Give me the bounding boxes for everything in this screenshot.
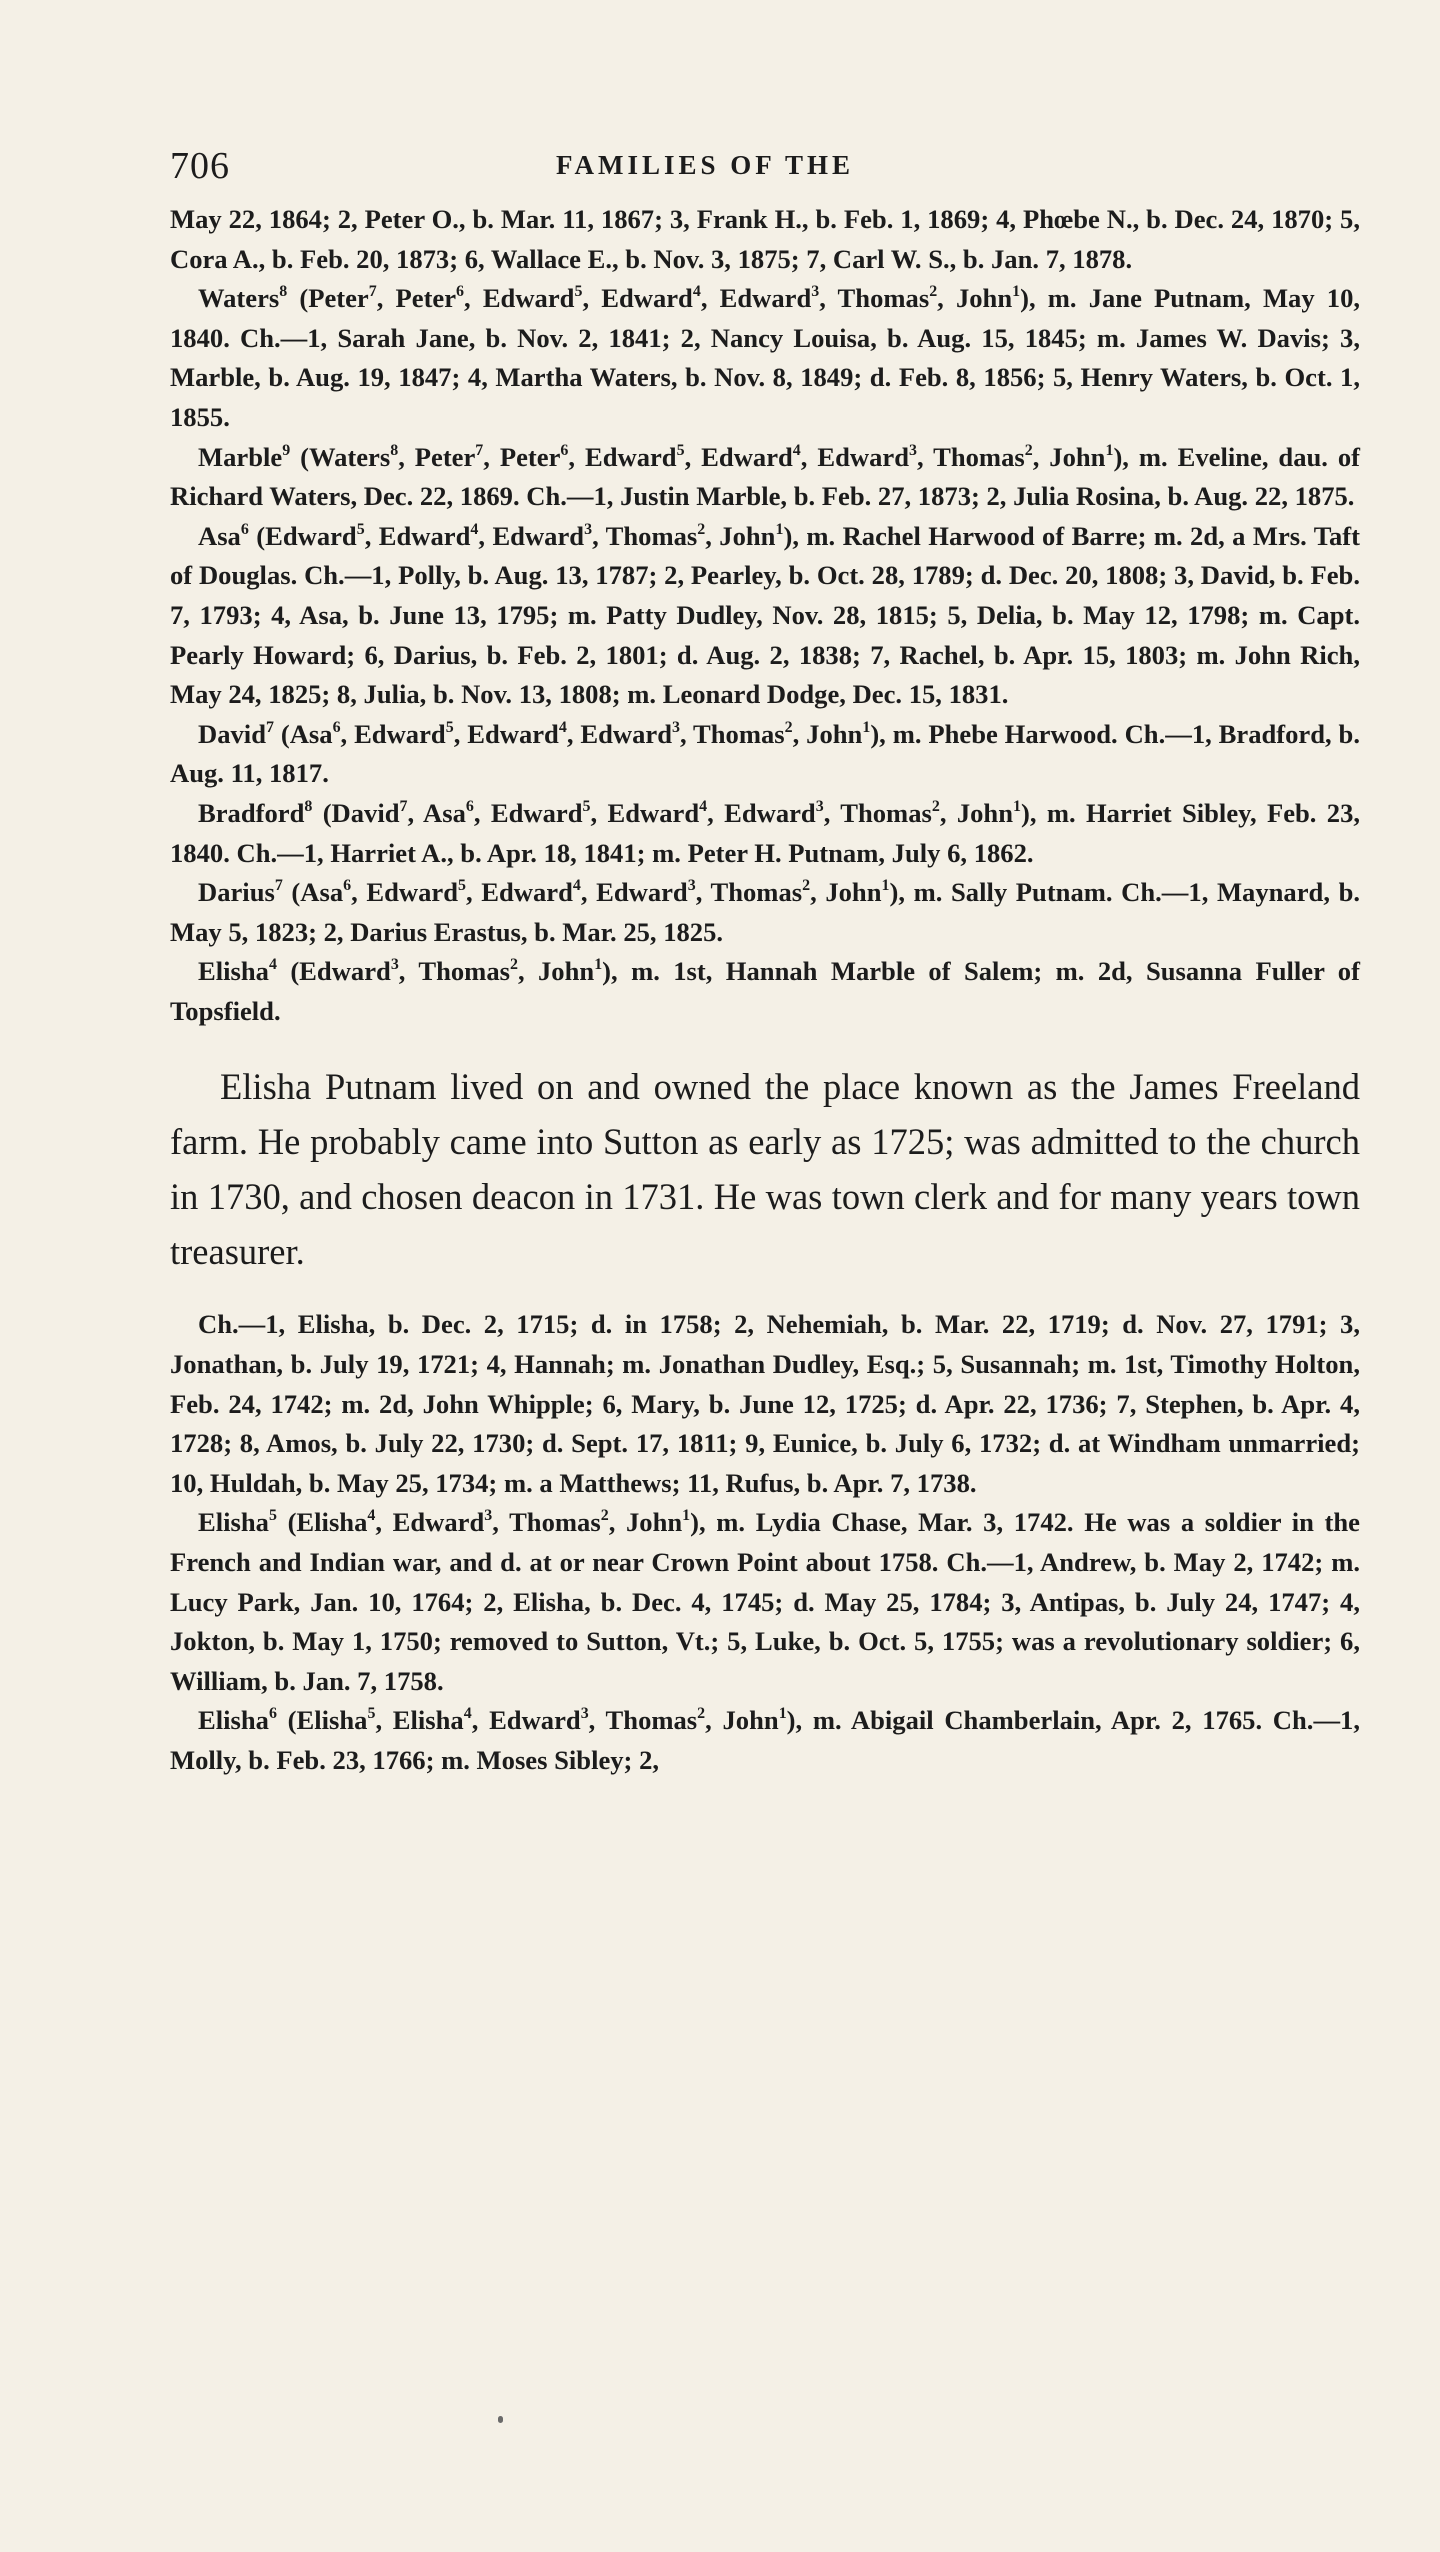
genealogy-section-1 [170, 200, 1360, 1031]
genealogy-entry-asa: Asa$^6$ (Edward$^5$, Edward$^4$, Edward$^3$, Thomas$^2$, John$^1$), m. Rachel Harwood of Barre; m. 2d, a Mrs. Taft of Douglas. Ch.—1, Polly, b. Aug. 13, 1787; 2, Pearley, b. Oct. 28, 1789; d. Dec. 20, 1808; 3, David, b. Feb. 7, 1793; 4, Asa, b. June 13, 1795; m. Patty Dudley, Nov. 28, 1815; 5, Delia, b. May 12, 1798; m. Capt. Pearly Howard; 6, Darius, b. Feb. 2, 1801; d. Aug. 2, 1838; 7, Rachel, b. Apr. 15, 1803; m. John Rich, May 24, 1825; 8, Julia, b. Nov. 13, 1808; m. Leonard Dodge, Dec. 15, 1831. [170, 520, 1360, 710]
book-page [170, 140, 1360, 1781]
genealogy-entry-continuation: May 22, 1864; 2, Peter O., b. Mar. 11, 1867; 3, Frank H., b. Feb. 1, 1869; 4, Phœbe N., b. Dec. 24, 1870; 5, Cora A., b. Feb. 20, 1873; 6, Wallace E., b. Nov. 3, 1875; 7, Carl W. S., b. Jan. 7, 1878. [170, 204, 1360, 274]
narrative-paragraph: Elisha Putnam lived on and owned the place known as the James Freeland farm. He probably came into Sutton as early as 1725; was admitted to the church in 1730, and chosen deacon in 1731. He was town clerk and for many years town treasurer. [170, 1066, 1360, 1273]
genealogy-entry-elisha-children: Ch.—1, Elisha, b. Dec. 2, 1715; d. in 1758; 2, Nehemiah, b. Mar. 22, 1719; d. Nov. 27, 1791; 3, Jonathan, b. July 19, 1721; 4, Hannah; m. Jonathan Dudley, Esq.; 5, Susannah; m. 1st, Timothy Holton, Feb. 24, 1742; m. 2d, John Whipple; 6, Mary, b. June 12, 1725; d. Apr. 22, 1736; 7, Stephen, b. Apr. 4, 1728; 8, Amos, b. July 22, 1730; d. Sept. 17, 1811; 9, Eunice, b. July 6, 1732; d. at Windham unmarried; 10, Huldah, b. May 25, 1734; m. a Matthews; 11, Rufus, b. Apr. 7, 1738. [170, 1309, 1360, 1498]
genealogy-entry-bradford: Bradford$^8$ (David$^7$, Asa$^6$, Edward$^5$, Edward$^4$, Edward$^3$, Thomas$^2$, John$^1$), m. Harriet Sibley, Feb. 23, 1840. Ch.—1, Harriet A., b. Apr. 18, 1841; m. Peter H. Putnam, July 6, 1862. [170, 797, 1361, 868]
genealogy-entry-elisha-4: Elisha$^4$ (Edward$^3$, Thomas$^2$, John$^1$), m. 1st, Hannah Marble of Salem; m. 2d, Susanna Fuller of Topsfield. [170, 956, 1360, 1026]
genealogy-entry-elisha-5: Elisha$^5$ (Elisha$^4$, Edward$^3$, Thomas$^2$, John$^1$), m. Lydia Chase, Mar. 3, 1742. He was a soldier in the French and Indian war, and d. at or near Crown Point about 1758. Ch.—1, Andrew, b. May 2, 1742; m. Lucy Park, Jan. 10, 1764; 2, Elisha, b. Dec. 4, 1745; d. May 25, 1784; 3, Antipas, b. July 24, 1747; 4, Jokton, b. May 1, 1750; removed to Sutton, Vt.; 5, Luke, b. Oct. 5, 1755; was a revolutionary soldier; 6, William, b. Jan. 7, 1758. [170, 1507, 1360, 1696]
genealogy-entry-waters: Waters$^8$ (Peter$^7$, Peter$^6$, Edward$^5$, Edward$^4$, Edward$^3$, Thomas$^2$, John$^1$), m. Jane Putnam, May 10, 1840. Ch.—1, Sarah Jane, b. Nov. 2, 1841; 2, Nancy Louisa, b. Aug. 15, 1845; m. James W. Davis; 3, Marble, b. Aug. 19, 1847; 4, Martha Waters, b. Nov. 8, 1849; d. Feb. 8, 1856; 5, Henry Waters, b. Oct. 1, 1855. [170, 283, 1361, 432]
genealogy-entry-darius: Darius$^7$ (Asa$^6$, Edward$^5$, Edward$^4$, Edward$^3$, Thomas$^2$, John$^1$), m. Sally Putnam. Ch.—1, Maynard, b. May 5, 1823; 2, Darius Erastus, b. Mar. 25, 1825. [170, 876, 1361, 947]
genealogy-entry-david: David$^7$ (Asa$^6$, Edward$^5$, Edward$^4$, Edward$^3$, Thomas$^2$, John$^1$), m. Phebe Harwood. Ch.—1, Bradford, b. Aug. 11, 1817. [170, 718, 1360, 789]
genealogy-entry-elisha-6: Elisha$^6$ (Elisha$^5$, Elisha$^4$, Edward$^3$, Thomas$^2$, John$^1$), m. Abigail Chamberlain, Apr. 2, 1765. Ch.—1, Molly, b. Feb. 23, 1766; m. Moses Sibley; 2, [170, 1705, 1360, 1775]
ink-speck [498, 2416, 503, 2423]
running-head: FAMILIES OF THE [556, 150, 855, 180]
genealogy-section-2 [170, 1305, 1360, 1780]
page-number: 706 [170, 145, 230, 187]
page-header [170, 140, 1360, 200]
genealogy-entry-marble: Marble$^9$ (Waters$^8$, Peter$^7$, Peter$^6$, Edward$^5$, Edward$^4$, Edward$^3$, Thomas$^2$, John$^1$), m. Eveline, dau. of Richard Waters, Dec. 22, 1869. Ch.—1, Justin Marble, b. Feb. 27, 1873; 2, Julia Rosina, b. Aug. 22, 1875. [170, 441, 1361, 512]
